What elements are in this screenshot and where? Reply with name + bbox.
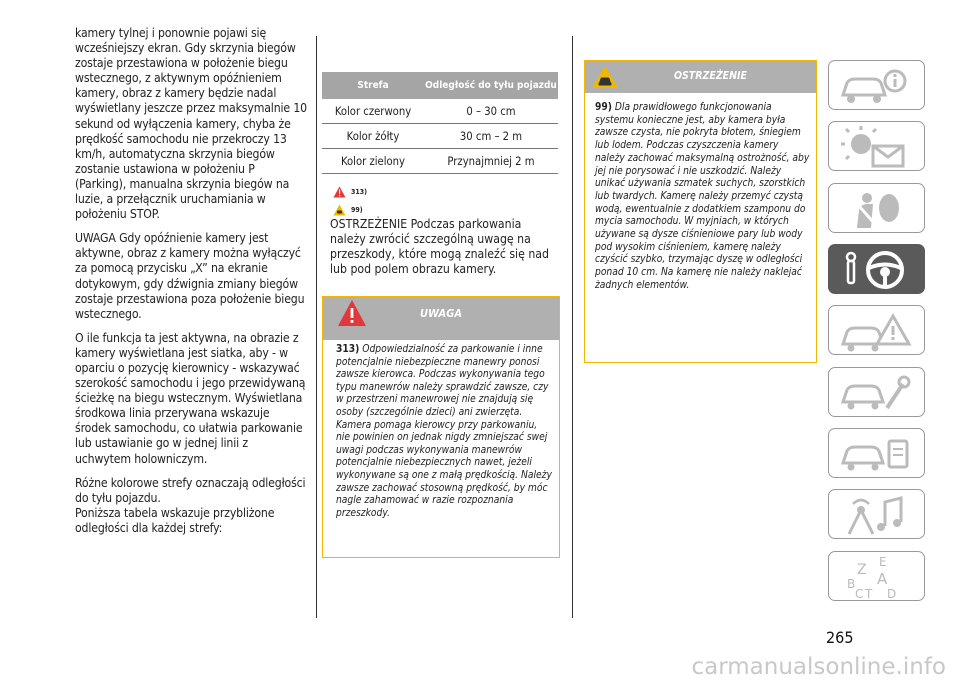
index-letter: E [879, 555, 887, 569]
key-steering-wheel-icon [829, 245, 926, 295]
index-letter: Z [857, 562, 867, 578]
multimedia-icon [829, 490, 926, 540]
uwaga-number: 313) [336, 344, 360, 355]
car-info-icon [829, 61, 926, 111]
table-cell: Kolor żółty [322, 124, 424, 149]
ostrzezenie-text: Dla prawidłowego funkcjonowania systemu konieczne jest, aby kamera była zawsze czysta, nie pokryta błotem, śniegiem lub lodem. Podczas czyszczenia kamery należy zachować maksymalną ostrożność, aby jej nie porysować i nie uszkodzić. Należy unikać używania szmatek suchych, szorstkich lub twardych. Kamerę należy przemyć czystą wodą, ewentualnie z dodatkiem szamponu do mycia samochodu. W myjniach, w których używane są dysze ciśnieniowe pary lub wody pod wysokim ciśnieniem, kamerę należy czyścić szybko, trzymając dyszę w odległości ponad 10 cm. Na kamerę nie należy naklejać żadnych elementów. [595, 102, 810, 291]
index-letter: T [865, 587, 873, 601]
chapter-tab-multimedia[interactable] [828, 489, 925, 539]
index-letter: B [847, 577, 856, 591]
table-cell: 30 cm – 2 m [424, 124, 558, 149]
ostrzezenie-box [584, 60, 817, 363]
chapter-tab-car-knowledge[interactable] [828, 60, 925, 110]
table-row [322, 149, 558, 174]
uwaga-header [323, 297, 559, 340]
paragraph: O ile funkcja ta jest aktywna, na obrazie z kamery wyświetlana jest siatka, aby - w oparciu o pozycję kierownicy - wskazywać szerokość samochodu i jego przewidywaną ścieżkę na biegu wstecznym. Wyświetlana środkowa linia przerywana wskazuje środek samochodu, co ułatwia parkowanie lub ustawianie go w jednej linii z uchwytem holowniczym. [75, 330, 306, 466]
index-letter: D [887, 587, 897, 601]
car-wrench-icon [829, 368, 926, 418]
table-row [322, 99, 558, 124]
car-hazard-icon [829, 306, 926, 356]
table-header: Strefa [322, 72, 424, 99]
uwaga-box [322, 296, 560, 558]
ostrzezenie-number: 99) [595, 102, 612, 113]
column-divider [316, 36, 317, 618]
table-cell: Przynajmniej 2 m [424, 149, 558, 174]
table-row [322, 124, 558, 149]
chapter-tab-safety[interactable] [828, 183, 925, 233]
reference-list [333, 183, 367, 219]
chapter-tab-service[interactable] [828, 367, 925, 417]
chapter-tab-instruments[interactable] [828, 121, 925, 171]
chapter-tab-emergency[interactable] [828, 305, 925, 355]
warning-car-icon [333, 204, 346, 216]
paragraph: Różne kolorowe strefy oznaczają odległości do tyłu pojazdu. [75, 475, 306, 505]
car-specs-icon [829, 429, 926, 479]
page-number: 265 [826, 628, 854, 647]
paragraph: UWAGA Gdy opóźnienie kamery jest aktywne, obraz z kamery można wyłączyć za pomocą przycisku „X” na ekranie dotykowym, gdy dźwignia zmiany biegów zostaje przestawiona poza położenie biegu wstecznego. [75, 231, 305, 321]
body-text-column-1 [75, 26, 307, 545]
column-divider [572, 36, 573, 618]
alphabet-index-icon [829, 552, 926, 602]
paragraph: kamery tylnej i ponownie pojawi się wcześniejszy ekran. Gdy skrzynia biegów zostaje przestawiona w położenie biegu wstecznego, z aktywnym opóźnieniem kamery, obraz z kamery będzie nadal wyświetlany jeszcze przez maksymalnie 10 sekund od wyłączenia kamery, chyba że prędkość samochodu nie przekroczy 13 km/h, automatyczna skrzynia biegów zostanie ustawiona w położeniu P (Parking), manualna skrzynia biegów na luzie, a przełącznik uruchamiania w położeniu STOP. [75, 26, 307, 222]
light-message-icon [829, 122, 926, 172]
chapter-tab-driving[interactable] [828, 244, 925, 294]
uwaga-title: UWAGA [419, 307, 462, 320]
table-cell: 0 – 30 cm [424, 99, 558, 124]
ostrzezenie-text-block [585, 93, 816, 293]
uwaga-text-block [323, 340, 559, 520]
uwaga-text: Odpowiedzialność za parkowanie i inne potencjalnie niebezpieczne manewry ponosi zawsze kierowca. Podczas wykonywania tego typu manewrów należy sprawdzić zawsze, czy w przestrzeni manewrowej nie znajdują się osoby (szczególnie dzieci) ani zwierzęta. Kamera pomaga kierowcy przy parkowaniu, nie powinien on jednak nigdy zmniejszać swej uwagi podczas wykonywania manewrów potencjalnie niebezpiecznych nawet, jeżeli wykonywane są one z małą prędkością. Należy zawsze zachować stosowną prędkość, by móc nagle zahamować w razie rozpoznania przeszkody. [336, 344, 552, 519]
index-letter: C [855, 587, 864, 601]
table-cell: Kolor zielony [322, 149, 424, 174]
ostrzezenie-title: OSTRZEŻENIE [673, 70, 748, 82]
seatbelt-airbag-icon [829, 184, 926, 234]
chapter-tab-specs[interactable] [828, 428, 925, 478]
reference-number: 99) [351, 206, 363, 214]
danger-triangle-icon [333, 186, 346, 198]
zone-distance-table [322, 72, 558, 174]
reference-number: 313) [351, 188, 368, 196]
ostrzezenie-header [585, 61, 816, 93]
table-header: Odległość do tyłu pojazdu [424, 72, 558, 99]
warning-paragraph: OSTRZEŻENIE Podczas parkowania należy zwrócić szczególną uwagę na przeszkody, które mogą znaleźć się nad lub pod polem obrazu kamery. [330, 217, 549, 277]
chapter-tab-index[interactable] [828, 551, 925, 601]
index-letter: A [877, 570, 888, 588]
watermark: carmanualsonline.info [691, 654, 946, 680]
paragraph: Poniższa tabela wskazuje przybliżone odległości dla każdej strefy: [75, 505, 275, 535]
table-cell: Kolor czerwony [322, 99, 424, 124]
reference-item [333, 183, 367, 201]
